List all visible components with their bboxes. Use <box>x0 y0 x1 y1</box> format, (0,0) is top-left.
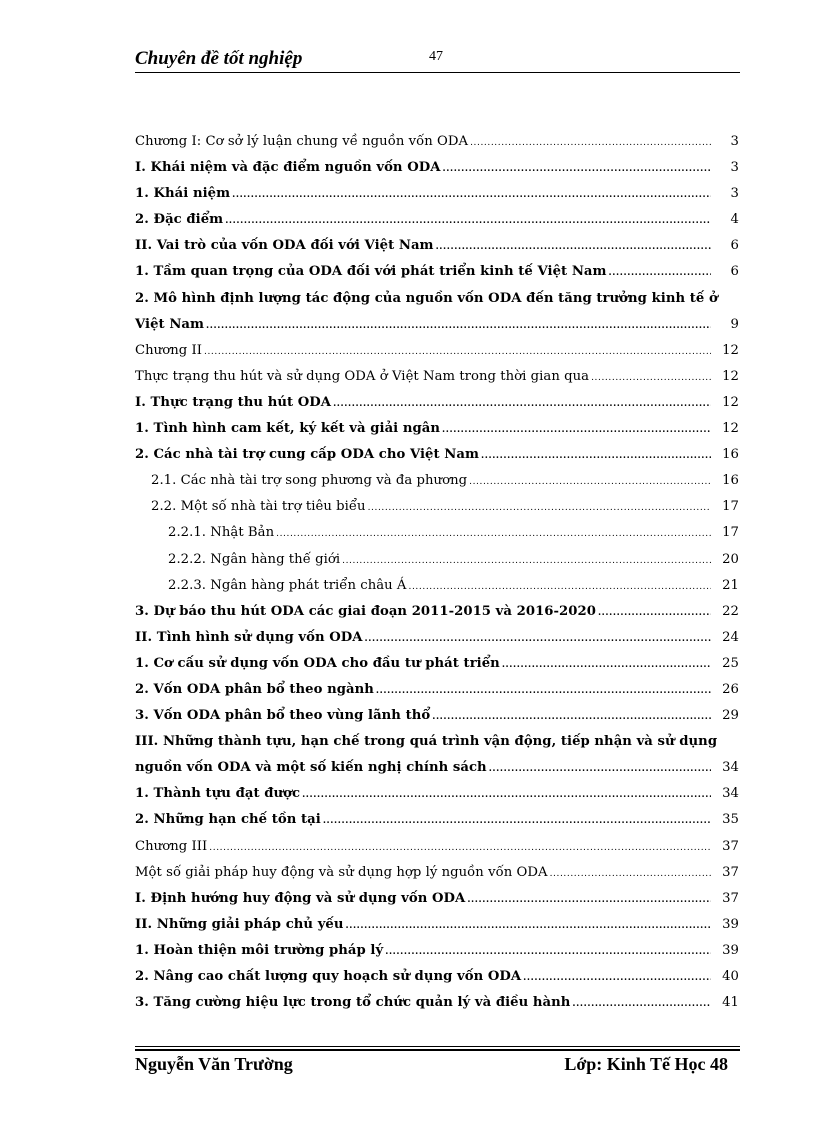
toc-entry-page: 6 <box>730 264 739 280</box>
toc-entry-title: Chương III <box>135 838 208 854</box>
toc-leader-dots <box>409 577 711 597</box>
author-name: Nguyễn Văn Trường <box>135 1054 293 1074</box>
toc-entry-title: 3. Dự báo thu hút ODA các giai đoạn 2011-2015 và 2016-2020 <box>135 603 596 619</box>
toc-entry[interactable] <box>135 706 739 732</box>
toc-entry-page: 3 <box>730 186 739 202</box>
toc-entry-page: 25 <box>722 655 739 671</box>
toc-entry-title: 1. Tầm quan trọng của ODA đối với phát triển kinh tế Việt Nam <box>135 264 607 280</box>
toc-entry-page: 12 <box>722 368 739 384</box>
toc-entry-title: I. Khái niệm và đặc điểm nguồn vốn ODA <box>135 160 441 176</box>
toc-entry[interactable] <box>135 602 739 628</box>
toc-entry-page: 17 <box>722 525 739 541</box>
toc-leader-dots <box>276 524 711 544</box>
toc-leader-dots <box>443 159 712 179</box>
toc-leader-dots <box>204 342 711 362</box>
toc-leader-dots <box>333 394 711 414</box>
toc-leader-dots <box>591 368 711 388</box>
toc-entry-page: 34 <box>722 786 739 802</box>
toc-entry-page: 9 <box>730 316 739 332</box>
toc-entry-title: 1. Hoàn thiện môi trường pháp lý <box>135 942 384 958</box>
toc-entry-page: 24 <box>722 629 739 645</box>
toc-entry-page: 39 <box>722 916 739 932</box>
toc-entry-title: 1. Thành tựu đạt được <box>135 786 301 802</box>
toc-entry-page: 21 <box>722 577 739 593</box>
toc-entry[interactable] <box>135 210 739 236</box>
header-rule <box>135 72 740 73</box>
table-of-contents <box>135 132 739 1019</box>
toc-entry-title: I. Định hướng huy động và sử dụng vốn ODA <box>135 890 466 906</box>
toc-entry[interactable] <box>135 471 739 497</box>
toc-entry-title: 2. Nâng cao chất lượng quy hoạch sử dụng vốn ODA <box>135 969 522 984</box>
toc-entry[interactable] <box>135 810 739 836</box>
toc-entry-page: 20 <box>722 551 739 567</box>
toc-entry[interactable] <box>135 132 739 158</box>
toc-leader-dots <box>342 551 711 571</box>
toc-entry-title: I. Thực trạng thu hút ODA <box>135 394 332 410</box>
toc-leader-dots <box>209 838 711 858</box>
toc-entry[interactable] <box>135 941 739 967</box>
toc-entry[interactable] <box>135 315 739 341</box>
toc-entry[interactable] <box>135 654 739 680</box>
toc-leader-dots <box>432 707 711 727</box>
toc-entry-title: 2.2.3. Ngân hàng phát triển châu Á <box>168 577 407 593</box>
toc-leader-dots <box>470 133 711 153</box>
toc-entry-title: III. Những thành tựu, hạn chế trong quá trình vận động, tiếp nhận và sử dụng <box>135 734 718 750</box>
toc-entry-page: 37 <box>722 890 739 906</box>
toc-entry-page: 12 <box>722 342 739 358</box>
toc-entry-title: nguồn vốn ODA và một số kiến nghị chính sách <box>135 760 487 776</box>
toc-leader-dots <box>609 263 711 283</box>
toc-entry-title: 2.2.1. Nhật Bản <box>168 525 275 541</box>
toc-entry-title: Việt Nam <box>135 316 205 332</box>
toc-leader-dots <box>323 811 711 831</box>
toc-entry[interactable] <box>135 445 739 471</box>
toc-leader-dots <box>502 655 711 675</box>
toc-leader-dots <box>481 446 711 466</box>
toc-entry-page: 41 <box>722 995 739 1011</box>
toc-entry[interactable] <box>135 628 739 654</box>
toc-entry-title: II. Tình hình sử dụng vốn ODA <box>135 629 363 645</box>
toc-entry-title: 3. Vốn ODA phân bổ theo vùng lãnh thổ <box>135 708 431 724</box>
footer-rule-thin <box>135 1046 740 1047</box>
toc-entry-page: 12 <box>722 394 739 410</box>
toc-entry-page: 3 <box>730 160 739 176</box>
toc-entry-page: 37 <box>722 864 739 880</box>
toc-entry-title: 2. Các nhà tài trợ cung cấp ODA cho Việt Nam <box>135 447 479 463</box>
toc-entry[interactable] <box>135 680 739 706</box>
toc-entry-title: II. Vai trò của vốn ODA đối với Việt Nam <box>135 238 434 254</box>
toc-entry-title: 2.2.2. Ngân hàng thế giới <box>168 551 341 567</box>
toc-entry[interactable] <box>135 393 739 419</box>
toc-entry[interactable] <box>135 289 739 315</box>
toc-entry[interactable] <box>135 367 739 393</box>
toc-entry-title: II. Những giải pháp chủ yếu <box>135 916 344 932</box>
toc-entry-title: 2. Mô hình định lượng tác động của nguồn vốn ODA đến tăng trưởng kinh tế ở <box>135 290 718 306</box>
toc-entry-page: 34 <box>722 760 739 776</box>
toc-entry[interactable] <box>135 341 739 367</box>
toc-entry-title: Chương II <box>135 342 203 358</box>
toc-entry[interactable] <box>135 523 739 549</box>
page-header <box>135 48 740 74</box>
toc-entry-title: 1. Tình hình cam kết, ký kết và giải ngân <box>135 421 441 437</box>
toc-entry-page: 4 <box>730 212 739 228</box>
toc-entry[interactable] <box>135 758 739 784</box>
toc-entry[interactable] <box>135 863 739 889</box>
toc-leader-dots <box>436 237 711 257</box>
toc-entry-page: 37 <box>722 838 739 854</box>
toc-leader-dots <box>302 785 711 805</box>
toc-entry-title: 3. Tăng cường hiệu lực trong tổ chức quản lý và điều hành <box>135 995 571 1011</box>
toc-entry-title: 2.1. Các nhà tài trợ song phương và đa phương <box>151 473 468 489</box>
toc-entry-title: 1. Khái niệm <box>135 186 231 202</box>
toc-leader-dots <box>385 942 711 962</box>
toc-leader-dots <box>598 603 711 623</box>
toc-leader-dots <box>376 681 711 701</box>
toc-entry-title: 1. Cơ cấu sử dụng vốn ODA cho đầu tư phát triển <box>135 655 500 671</box>
page-footer <box>135 1046 740 1086</box>
toc-entry-page: 40 <box>722 969 739 984</box>
toc-entry-page: 17 <box>722 499 739 515</box>
toc-leader-dots <box>550 864 711 884</box>
toc-entry[interactable] <box>135 784 739 810</box>
toc-leader-dots <box>467 890 711 910</box>
toc-entry-title: 2. Những hạn chế tồn tại <box>135 812 321 828</box>
toc-entry-title: Thực trạng thu hút và sử dụng ODA ở Việt Nam trong thời gian qua <box>135 368 590 384</box>
toc-entry-page: 16 <box>722 473 739 489</box>
toc-entry[interactable] <box>135 732 739 758</box>
toc-entry-page: 35 <box>722 812 739 828</box>
toc-entry[interactable] <box>135 262 739 288</box>
toc-entry[interactable] <box>135 419 739 445</box>
toc-leader-dots <box>523 968 711 988</box>
toc-entry[interactable] <box>135 576 739 602</box>
toc-entry-title: 2. Vốn ODA phân bổ theo ngành <box>135 681 374 697</box>
toc-leader-dots <box>345 916 711 936</box>
class-name: Lớp: Kinh Tế Học 48 <box>564 1054 728 1074</box>
toc-entry[interactable] <box>135 967 739 993</box>
toc-entry-title: 2.2. Một số nhà tài trợ tiêu biểu <box>151 499 366 515</box>
toc-leader-dots <box>365 629 711 649</box>
toc-entry-title: Một số giải pháp huy động và sử dụng hợp lý nguồn vốn ODA <box>135 864 548 880</box>
toc-entry-page: 22 <box>722 603 739 619</box>
toc-entry[interactable] <box>135 550 739 576</box>
toc-entry[interactable] <box>135 497 739 523</box>
toc-leader-dots <box>469 472 711 492</box>
toc-leader-dots <box>232 185 711 205</box>
toc-leader-dots <box>206 316 711 336</box>
toc-entry-page: 16 <box>722 447 739 463</box>
toc-entry-page: 6 <box>730 238 739 254</box>
toc-entry[interactable] <box>135 915 739 941</box>
toc-entry[interactable] <box>135 889 739 915</box>
toc-entry[interactable] <box>135 837 739 863</box>
footer-rule-thick <box>135 1049 740 1051</box>
toc-leader-dots <box>489 759 711 779</box>
toc-entry[interactable] <box>135 993 739 1019</box>
toc-entry[interactable] <box>135 184 739 210</box>
toc-leader-dots <box>572 994 711 1014</box>
toc-entry-page: 29 <box>722 708 739 724</box>
toc-entry[interactable] <box>135 158 739 184</box>
toc-leader-dots <box>368 498 711 518</box>
page-number: 47 <box>429 49 443 64</box>
toc-entry-page: 3 <box>730 134 739 149</box>
toc-entry[interactable] <box>135 236 739 262</box>
toc-entry-title: 2. Đặc điểm <box>135 212 224 228</box>
toc-entry-page: 12 <box>722 421 739 437</box>
document-title: Chuyên đề tốt nghiệp <box>135 48 303 69</box>
toc-leader-dots <box>225 211 711 231</box>
toc-entry-page: 26 <box>722 681 739 697</box>
toc-leader-dots <box>442 420 711 440</box>
toc-entry-page: 39 <box>722 942 739 958</box>
toc-entry-title: Chương I: Cơ sở lý luận chung về nguồn vốn ODA <box>135 134 469 149</box>
